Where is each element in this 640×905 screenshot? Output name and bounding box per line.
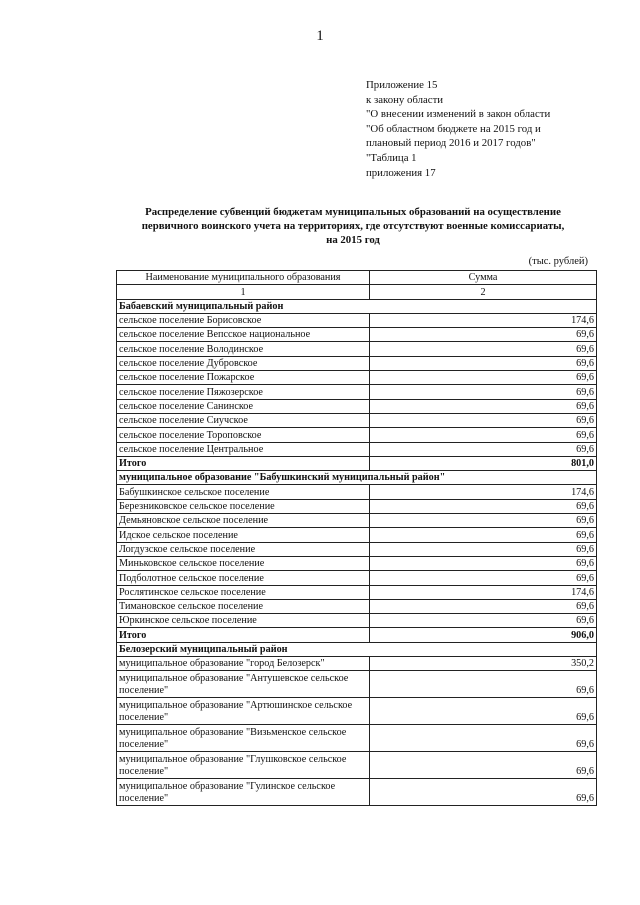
table-row [117, 585, 597, 599]
table-row [117, 485, 597, 499]
row-name: Миньковское сельское поселение [117, 556, 370, 570]
row-name: Березниковское сельское поселение [117, 499, 370, 513]
row-sum: 69,6 [370, 556, 597, 570]
title-line: Распределение субвенций бюджетам муниципальных образований на осуществление [145, 206, 561, 218]
table-row [117, 571, 597, 585]
row-sum: 174,6 [370, 485, 597, 499]
table-column-number-row [117, 285, 597, 299]
row-sum: 69,6 [370, 413, 597, 427]
table-total-row [117, 628, 597, 642]
title-line: первичного воинского учета на территориях, где отсутствуют военные комиссариаты, [141, 220, 565, 233]
row-name: муниципальное образование "Глушковское сельское поселение" [117, 752, 370, 779]
table-section-row [117, 471, 597, 485]
column-number-name: 1 [117, 285, 370, 299]
table-row [117, 499, 597, 513]
row-sum: 69,6 [370, 499, 597, 513]
page-number: 1 [316, 28, 324, 44]
row-name: муниципальное образование "город Белозерск" [117, 657, 370, 671]
subvention-table [116, 270, 597, 806]
table-row [117, 413, 597, 427]
row-name: сельское поселение Санинское [117, 399, 370, 413]
table-row [117, 313, 597, 327]
row-name: муниципальное образование "Артюшинское сельское поселение" [117, 698, 370, 725]
row-name: Тимановское сельское поселение [117, 599, 370, 613]
row-name: сельское поселение Центральное [117, 442, 370, 456]
row-name: сельское поселение Борисовское [117, 313, 370, 327]
row-sum: 69,6 [370, 752, 597, 779]
row-sum: 69,6 [370, 614, 597, 628]
table-row [117, 752, 597, 779]
table-row [117, 428, 597, 442]
section-title: муниципальное образование "Бабушкинский муниципальный район" [117, 471, 597, 485]
row-name: Логдузское сельское поселение [117, 542, 370, 556]
row-sum: 69,6 [370, 399, 597, 413]
units-label: (тыс. рублей) [528, 256, 588, 267]
row-name: Юркинское сельское поселение [117, 614, 370, 628]
row-sum: 69,6 [370, 725, 597, 752]
table-header-row [117, 271, 597, 285]
row-name: сельское поселение Сиучское [117, 413, 370, 427]
row-name: Итого [117, 628, 370, 642]
row-sum: 69,6 [370, 571, 597, 585]
title-line: на 2015 год [326, 234, 380, 247]
row-name: муниципальное образование "Визьменское сельское поселение" [117, 725, 370, 752]
table-row [117, 528, 597, 542]
row-sum: 69,6 [370, 599, 597, 613]
appendix-line: "Об областном бюджете на 2015 год и [366, 122, 541, 135]
row-name: муниципальное образование "Антушевское сельское поселение" [117, 671, 370, 698]
row-sum: 69,6 [370, 328, 597, 342]
table-row [117, 725, 597, 752]
appendix-line: Приложение 15 [366, 79, 438, 91]
row-name: сельское поселение Вепсское национальное [117, 328, 370, 342]
row-sum: 69,6 [370, 542, 597, 556]
row-name: Подболотное сельское поселение [117, 571, 370, 585]
row-sum: 906,0 [370, 628, 597, 642]
row-sum: 69,6 [370, 671, 597, 698]
row-name: сельское поселение Володинское [117, 342, 370, 356]
appendix-line: плановый период 2016 и 2017 годов" [366, 137, 536, 150]
row-name: сельское поселение Пожарское [117, 371, 370, 385]
column-number-sum: 2 [370, 285, 597, 299]
table-row [117, 514, 597, 528]
table-section-row [117, 642, 597, 656]
table-row [117, 356, 597, 370]
row-sum: 69,6 [370, 779, 597, 806]
table-total-row [117, 456, 597, 470]
column-header-name: Наименование муниципального образования [117, 271, 370, 285]
row-sum: 69,6 [370, 528, 597, 542]
row-name: сельское поселение Тороповское [117, 428, 370, 442]
table-row [117, 779, 597, 806]
row-name: Демьяновское сельское поселение [117, 514, 370, 528]
appendix-line: "О внесении изменений в закон области [366, 108, 551, 121]
row-name: сельское поселение Пяжозерское [117, 385, 370, 399]
row-sum: 69,6 [370, 371, 597, 385]
table-row [117, 442, 597, 456]
table-row [117, 698, 597, 725]
row-sum: 69,6 [370, 698, 597, 725]
row-sum: 174,6 [370, 585, 597, 599]
appendix-line: "Таблица 1 [366, 151, 417, 164]
table-row [117, 385, 597, 399]
row-name: Итого [117, 456, 370, 470]
table-row [117, 599, 597, 613]
section-title: Бабаевский муниципальный район [117, 299, 597, 313]
appendix-line: приложения 17 [366, 166, 436, 179]
table-section-row [117, 299, 597, 313]
row-sum: 69,6 [370, 385, 597, 399]
row-sum: 69,6 [370, 356, 597, 370]
row-name: Идское сельское поселение [117, 528, 370, 542]
table-row [117, 671, 597, 698]
table-row [117, 542, 597, 556]
row-sum: 350,2 [370, 657, 597, 671]
appendix-line: к закону области [366, 93, 444, 106]
row-sum: 69,6 [370, 514, 597, 528]
row-name: муниципальное образование "Гулинское сельское поселение" [117, 779, 370, 806]
column-header-sum: Сумма [370, 271, 597, 285]
row-sum: 69,6 [370, 428, 597, 442]
row-sum: 174,6 [370, 313, 597, 327]
table-row [117, 556, 597, 570]
document-title [110, 205, 596, 248]
section-title: Белозерский муниципальный район [117, 642, 597, 656]
table-row [117, 399, 597, 413]
row-sum: 801,0 [370, 456, 597, 470]
table-row [117, 371, 597, 385]
table-row [117, 657, 597, 671]
row-name: сельское поселение Дубровское [117, 356, 370, 370]
table-row [117, 328, 597, 342]
row-sum: 69,6 [370, 342, 597, 356]
table-row [117, 342, 597, 356]
row-name: Рослятинское сельское поселение [117, 585, 370, 599]
row-sum: 69,6 [370, 442, 597, 456]
row-name: Бабушкинское сельское поселение [117, 485, 370, 499]
table-row [117, 614, 597, 628]
appendix-block [366, 78, 550, 180]
